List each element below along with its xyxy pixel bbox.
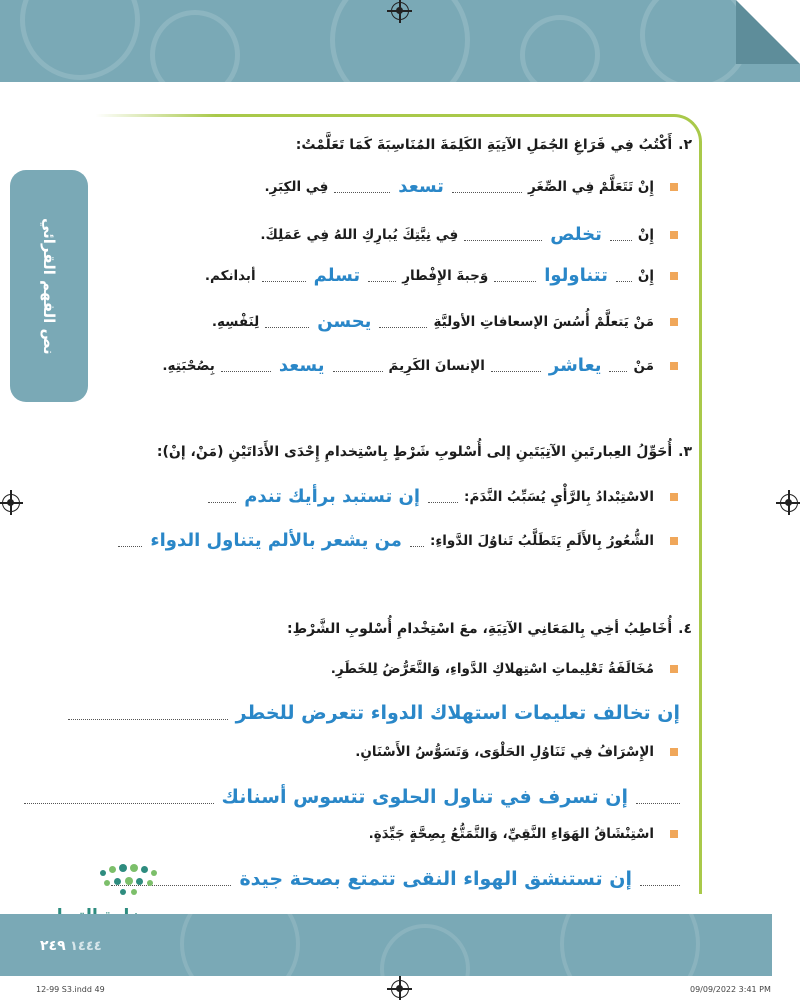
section4-prompt-2: الإِسْرَافُ فِي تَنَاوُلِ الحَلْوَى، وَتَسَوُّسُ الأَسْنَانِ. <box>353 744 678 760</box>
bullet-square-icon <box>670 537 678 545</box>
answer-text: تسلم <box>313 265 361 286</box>
section2-item-4: مَنْ يَتعلَّمْ أُسُسَ الإسعافاتِ الأوليَّةِ يحسن لِنَفْسِهِ. <box>210 311 678 332</box>
section4-prompt-3: اسْتِنْشَاقُ الهَوَاءِ النَّقِيِّ، وَالتَّمَتُّعُ بِصِحَّةٍ جَيِّدَةٍ. <box>367 826 678 842</box>
answer-text: من يشعر بالألم يتناول الدواء <box>150 530 402 551</box>
section3-title: ٣.أُحَوِّلُ العِبارتَينِ الآتِيَتَينِ إلى أُسْلوبِ شَرْطٍ بِاسْتِخدامِ إِحْدَى الأَدَاتَيْنِ (مَنْ، إنْ): <box>156 444 692 460</box>
section4-answer-1 <box>64 702 684 724</box>
bullet-square-icon <box>670 231 678 239</box>
bullet-square-icon <box>670 665 678 673</box>
section2-item-1: إِنْ تَتَعَلَّمْ فِي الصِّغَرِ تسعد فِي الكِبَرِ. <box>263 176 679 197</box>
section2-number: ٢. <box>678 137 692 153</box>
side-tab <box>10 170 88 402</box>
section2-title: ٢.أَكْتُبُ فِي فَرَاغِ الجُمَلِ الآتِيَةِ الكَلِمَةَ المُنَاسِبَةَ كَمَا تَعَلَّمْتُ: <box>295 137 692 153</box>
section3-number: ٣. <box>678 444 692 460</box>
section4-prompt-1: مُخَالَفَةُ تَعْلِيماتِ اسْتِهلاكِ الدَّواءِ، وَالتَّعَرُّضُ لِلخَطَرِ. <box>329 661 678 677</box>
section2-item-5: مَنْ يعاشر الإنسانَ الكَرِيمَ يسعد بِصُحْبَتِهِ. <box>160 355 678 376</box>
registration-mark-bottom <box>391 980 409 998</box>
registration-mark-top <box>391 2 409 20</box>
footer-band <box>0 914 772 976</box>
registration-mark-right <box>780 494 798 512</box>
page-number: ٢٤٩ <box>40 938 66 954</box>
answer-text: يحسن <box>317 311 372 332</box>
section4-title: ٤.أُخَاطِبُ أخِي بِالمَعَانِي الآتِيَةِ، معَ اسْتِخْدامِ أُسْلوبِ الشَّرْطِ: <box>287 621 692 637</box>
section3-item-2: الشُّعُورُ بِالأَلَمِ يَتَطَلَّبُ تَناوُلَ الدَّواءِ: من يشعر بالألم يتناول الدواء <box>114 530 678 551</box>
side-tab-label: نص الفهم القرائي <box>40 217 58 355</box>
answer-text: يعاشر <box>548 355 602 376</box>
section3-item-1: الاسْتِبْدادُ بِالرَّأْيِ يُسَبِّبُ النَّدَمَ: إن تستبد برأيك تندم <box>204 486 678 507</box>
section2-item-3: إِنْ تتناولوا وَجبةَ الإِفْطارِ تسلم أبدانكم. <box>203 265 678 286</box>
section4-answer-2 <box>20 786 684 808</box>
answer-text: تسعد <box>398 176 444 197</box>
answer-text: إن تخالف تعليمات استهلاك الدواء تتعرض للخطر <box>235 702 680 724</box>
section4-number: ٤. <box>678 621 692 637</box>
bullet-square-icon <box>670 830 678 838</box>
bullet-square-icon <box>670 272 678 280</box>
section4-answer-3 <box>107 868 684 890</box>
page-year: ١٤٤٤ <box>70 939 102 954</box>
answer-text: تخلص <box>550 224 602 245</box>
answer-text: إن تستنشق الهواء النقى تتمتع بصحة جيدة <box>239 868 632 890</box>
ministry-logo-icon <box>100 862 160 896</box>
answer-text: إن تستبد برأيك تندم <box>244 486 421 507</box>
bullet-square-icon <box>670 362 678 370</box>
section2-item-2: إِنْ تخلص فِي نِيَّتِكَ يُبارِكِ اللهُ فِي عَمَلِكَ. <box>258 224 678 245</box>
bullet-square-icon <box>670 318 678 326</box>
bullet-square-icon <box>670 183 678 191</box>
bullet-square-icon <box>670 493 678 501</box>
answer-text: إن تسرف في تناول الحلوى تتسوس أسنانك <box>221 786 628 808</box>
answer-text: تتناولوا <box>544 265 608 286</box>
answer-text: يسعد <box>278 355 325 376</box>
registration-mark-left <box>2 494 20 512</box>
print-slug-date: 09/09/2022 3:41 PM <box>690 985 771 994</box>
bullet-square-icon <box>670 748 678 756</box>
print-slug-file: 12-99 S3.indd 49 <box>36 985 105 994</box>
